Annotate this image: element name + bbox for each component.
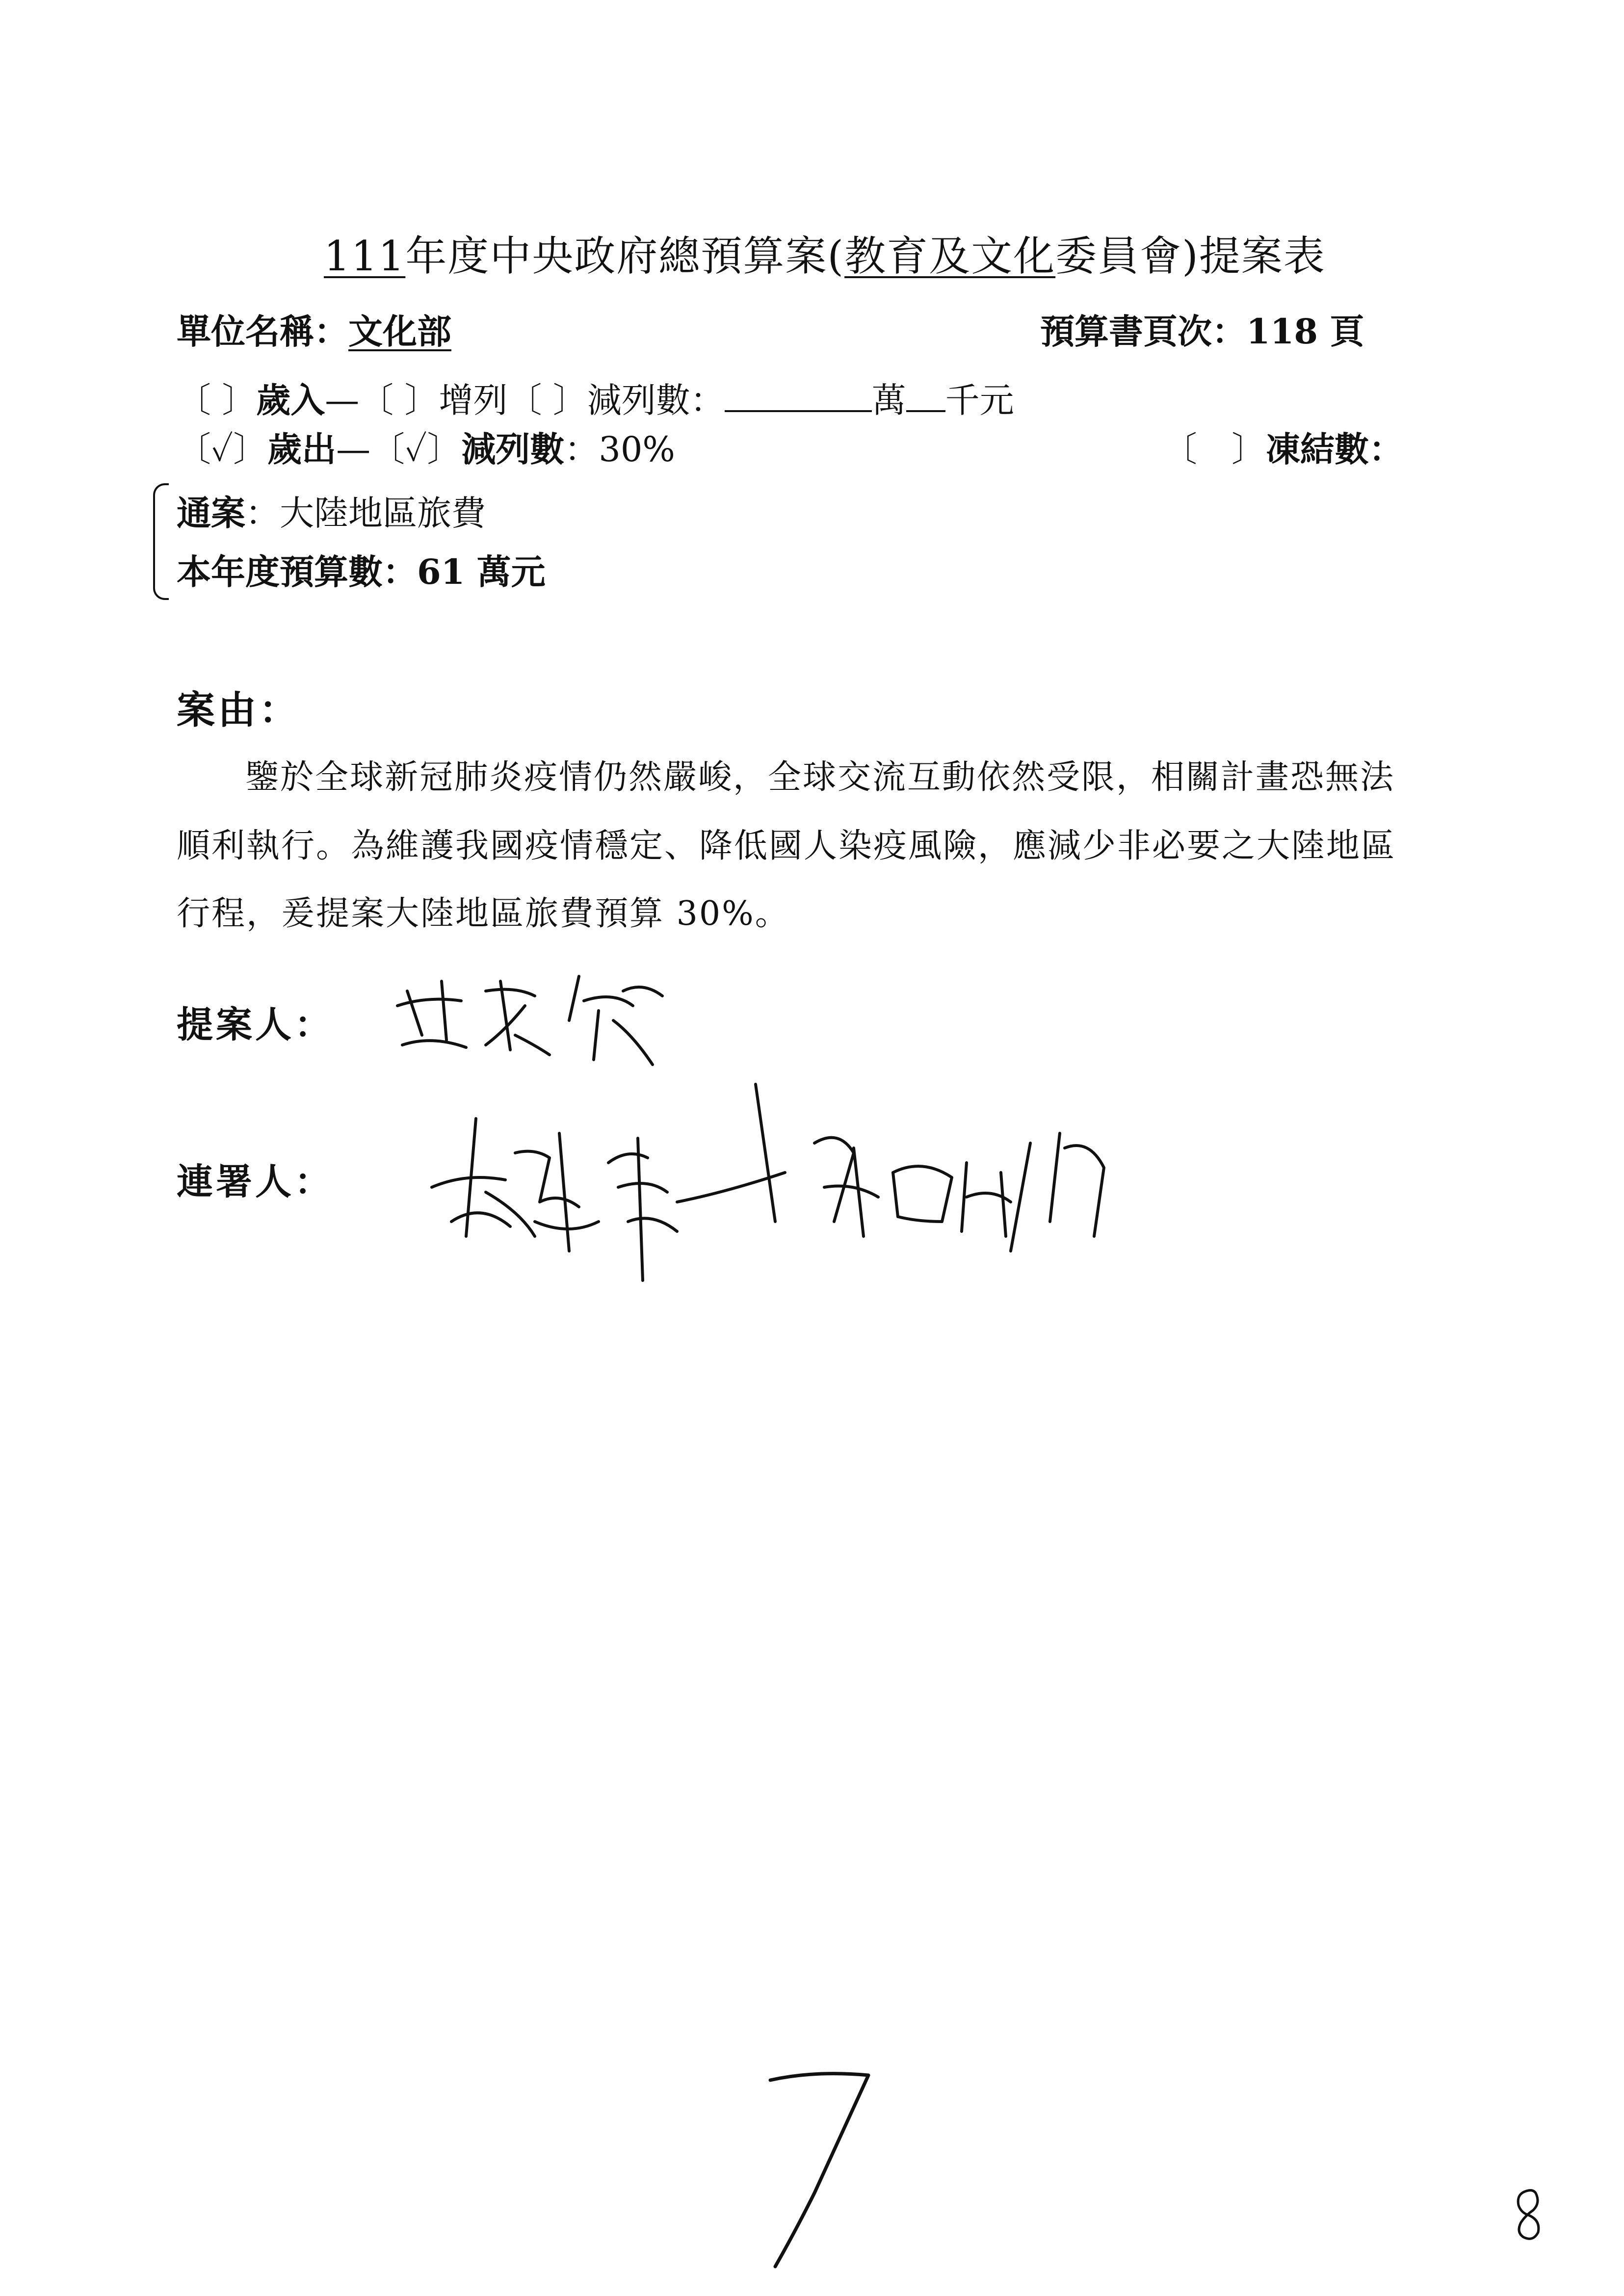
freeze-field (1163, 422, 1403, 471)
qian-label: 千元 (945, 380, 1014, 420)
reason-line-3: 行程，爰提案大陸地區旅費預算 30%。 (177, 894, 790, 933)
corner-mark (1511, 2186, 1545, 2244)
reduce-checkbox: 〔✓〕 (370, 429, 462, 470)
unit-value: 文化部 (348, 311, 451, 352)
expense-label: 歲出 (267, 429, 337, 470)
form-title (324, 223, 1326, 283)
expense-row (177, 422, 675, 471)
freeze-checkbox: 〔 〕 (1163, 429, 1266, 470)
revenue-row (177, 373, 1014, 422)
handwritten-page-number (756, 2051, 883, 2271)
wan-label: 萬 (871, 380, 906, 420)
item-bracket (153, 483, 169, 600)
qian-blank (906, 407, 945, 412)
revenue-dash: — (325, 380, 360, 420)
revenue-label: 歲入 (256, 380, 325, 420)
budget-label: 本年度預算數 (177, 551, 383, 592)
reduce-value: ：30% (564, 429, 675, 470)
cosigner-label: 連署人： (177, 1161, 334, 1203)
proposer-signature (388, 962, 692, 1074)
expense-dash: — (336, 429, 371, 470)
unit-name (177, 304, 451, 354)
title-committee: 教育及文化 (844, 232, 1056, 280)
reason-line-2: 順利執行。為維護我國疫情穩定、降低國人染疫風險，應減少非必要之大陸地區 (177, 827, 1396, 865)
item-value: ：大陸地區旅費 (245, 493, 486, 533)
unit-label: 單位名稱： (177, 311, 348, 352)
item-row (177, 486, 486, 535)
budget-row (177, 545, 546, 594)
wan-blank (725, 407, 872, 412)
budget-page-ref: 預算書頁次：118 頁 (1040, 311, 1364, 352)
proposer-label: 提案人： (177, 1004, 334, 1046)
title-year: 111 (324, 232, 406, 280)
reason-heading: 案由： (177, 688, 301, 732)
revenue-increase: 〔 〕增列 (359, 380, 508, 420)
item-label: 通案 (177, 493, 245, 533)
revenue-checkbox: 〔 〕 (177, 380, 257, 420)
title-mid: 年度中央政府總預算案( (405, 232, 845, 280)
reduce-label: 減列數 (461, 429, 565, 470)
expense-checkbox: 〔✓〕 (177, 429, 268, 470)
freeze-label: 凍結數： (1266, 429, 1403, 470)
title-tail: 委員會)提案表 (1055, 232, 1326, 280)
budget-value: ：61 萬元 (383, 551, 546, 592)
reason-line-1: 鑒於全球新冠肺炎疫情仍然嚴峻，全球交流互動依然受限，相關計畫恐無法 (245, 758, 1395, 797)
cosigner-signature (422, 1074, 1119, 1300)
revenue-decrease: 〔 〕減列數： (507, 380, 725, 420)
